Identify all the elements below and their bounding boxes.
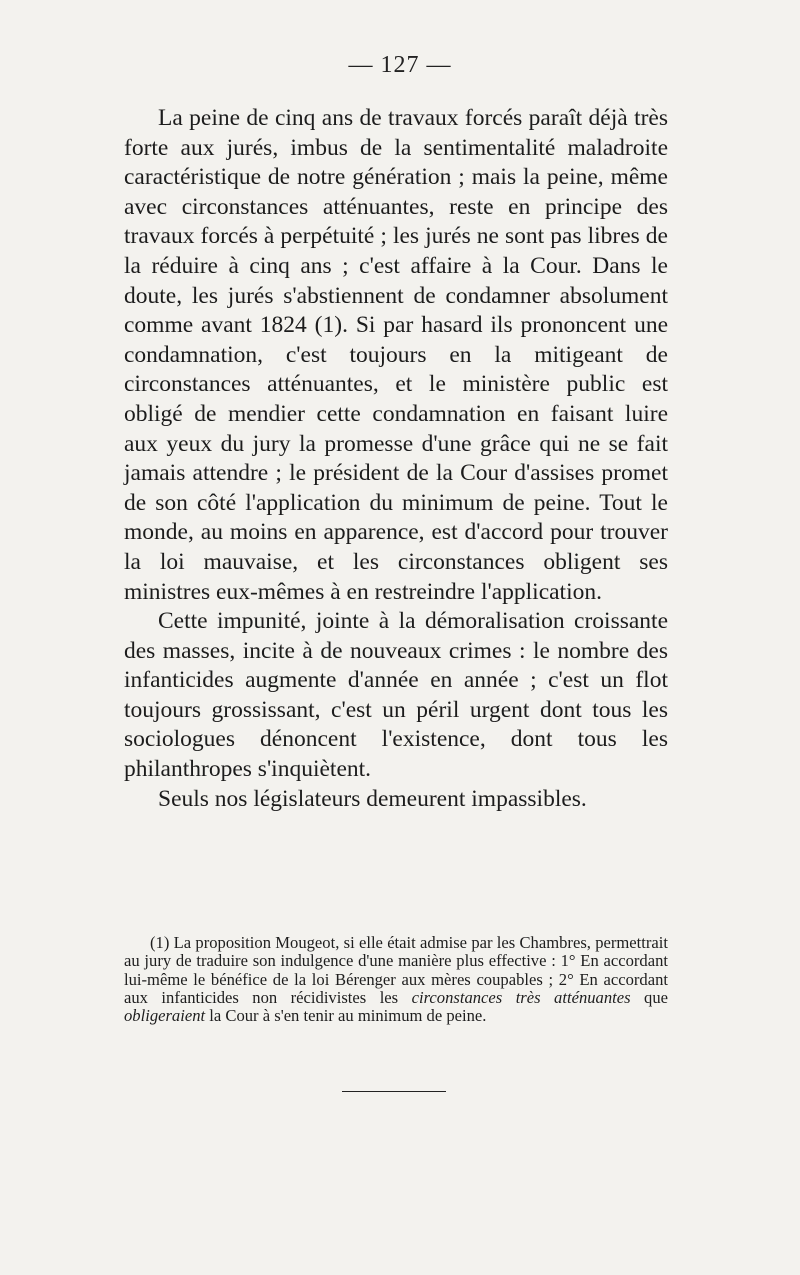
footnote-italic-1: circonstances très atténuantes (411, 987, 631, 1007)
paragraph-3: Seuls nos législateurs demeurent impassibles. (158, 785, 587, 812)
footnote-text-2: que (630, 987, 668, 1007)
footnote (124, 934, 668, 1025)
footnote-text-3: la Cour à s'en tenir au minimum de peine. (205, 1006, 487, 1026)
footnote-italic-2: obligeraient (124, 1006, 206, 1026)
paragraph-2: Cette impunité, jointe à la démoralisation croissante des masses, incite à de nouveaux crimes : le nombre des infanticides augmente d'année en année ; c'est un flot toujours grossissant, c'est un péril urgent dont tous les sociologues dénoncent l'existence, dont tous les philanthropes s'inquiètent. (124, 608, 668, 783)
paragraph-1: La peine de cinq ans de travaux forcés paraît déjà très forte aux jurés, imbus de la sentimentalité maladroite caractéristique de notre génération ; mais la peine, même avec circonstances atténuantes, reste en principe des travaux forcés à perpétuité ; les jurés ne sont pas libres de la réduire à cinq ans ; c'est affaire à la Cour. Dans le doute, les jurés s'abstiennent de condamner absolument comme avant 1824 (1). Si par hasard ils prononcent une condamnation, c'est toujours en la mitigeant de circonstances atténuantes, et le ministère public est obligé de mendier cette condamnation en faisant luire aux yeux du jury la promesse d'une grâce qui ne se fait jamais attendre ; le président de la Cour d'assises promet de son côté l'application du minimum de peine. Tout le monde, au moins en apparence, est d'accord pour trouver la loi mauvaise, et les circonstances obligent ses ministres eux-mêmes à en restreindre l'application. (124, 105, 668, 605)
end-rule (342, 1091, 446, 1092)
footnote-text-1: (1) La proposition Mougeot, si elle était admise par les Chambres, permettrait au jury de traduire son indulgence d'une manière plus effective : 1° En accordant lui-même le bénéfice de la loi Bérenger aux mères coupables ; 2° En accordant aux infanticides non récidivistes les (124, 933, 668, 1007)
main-text (124, 104, 668, 814)
page-number: — 127 — (348, 52, 452, 78)
